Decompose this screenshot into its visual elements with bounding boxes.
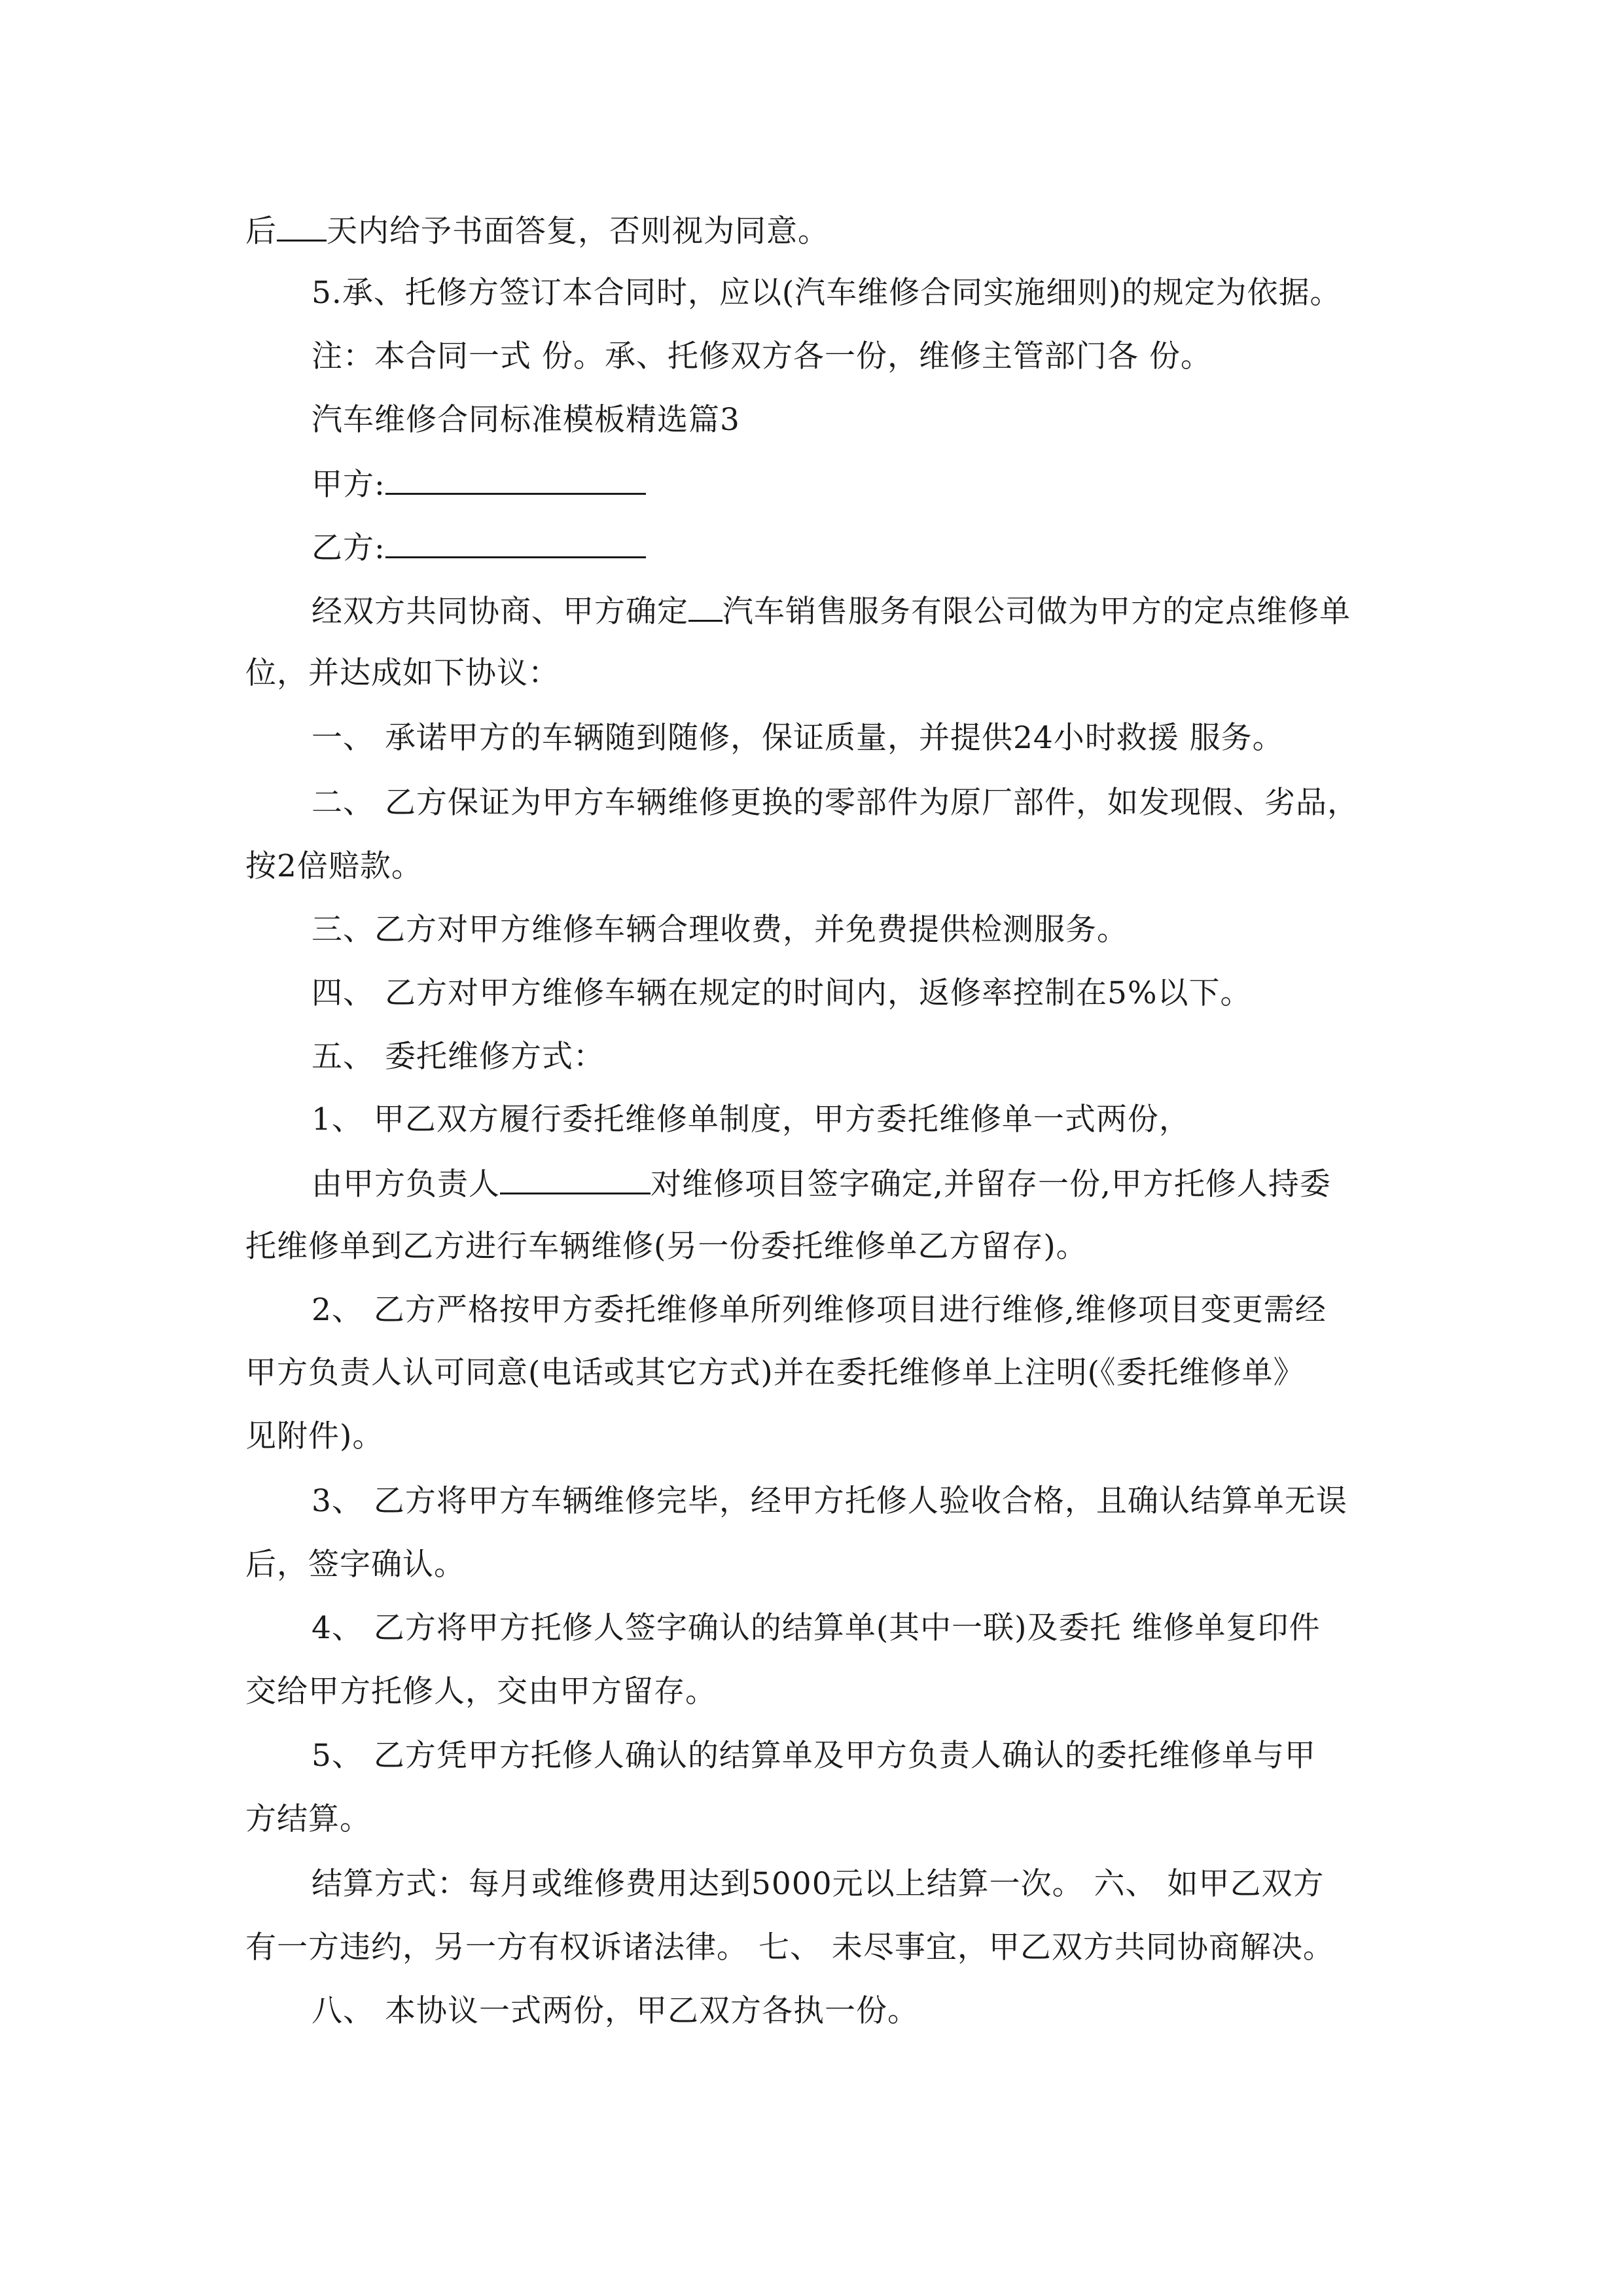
text-line: 甲方负责人认可同意(电话或其它方式)并在委托维修单上注明(《委托维修单》 <box>245 1355 1305 1391</box>
text-line: 四、 乙方对甲方维修车辆在规定的时间内，返修率控制在5%以下。 <box>312 975 1252 1011</box>
text-segment: 经双方共同协商、甲方确定 <box>312 594 688 630</box>
fill-in-blank <box>277 211 327 242</box>
text-line <box>312 1164 1331 1204</box>
text-line: 五、 委托维修方式： <box>312 1039 605 1075</box>
text-line: 位，并达成如下协议： <box>245 655 560 691</box>
party-a-label: 甲方: <box>312 467 385 503</box>
text-line: 见附件)。 <box>245 1418 384 1454</box>
text-line: 5、 乙方凭甲方托修人确认的结算单及甲方负责人确认的委托维修单与甲 <box>312 1738 1316 1774</box>
text-line: 按2倍赔款。 <box>245 848 423 884</box>
text-line: 2、 乙方严格按甲方委托维修单所列维修项目进行维修,维修项目变更需经 <box>312 1292 1327 1328</box>
text-line: 八、 本协议一式两份，甲乙双方各执一份。 <box>312 1993 919 2029</box>
text-line: 注：本合同一式 份。承、托修双方各一份，维修主管部门各 份。 <box>312 338 1212 374</box>
text-line: 结算方式：每月或维修费用达到5000元以上结算一次。 六、 如甲乙双方 <box>312 1866 1325 1902</box>
party-b-label: 乙方: <box>312 530 385 566</box>
text-line: 二、 乙方保证为甲方车辆维修更换的零部件为原厂部件，如发现假、劣品， <box>312 785 1359 821</box>
text-line: 3、 乙方将甲方车辆维修完毕，经甲方托修人验收合格，且确认结算单无误 <box>312 1483 1347 1519</box>
text-line: 三、乙方对甲方维修车辆合理收费，并免费提供检测服务。 <box>312 912 1128 948</box>
section-title: 汽车维修合同标准模板精选篇3 <box>312 402 740 438</box>
text-line: 方结算。 <box>245 1801 371 1837</box>
text-line: 交给甲方托修人，交由甲方留存。 <box>245 1674 717 1710</box>
fill-in-blank <box>500 1164 651 1194</box>
text-segment: 对维修项目签字确定,并留存一份,甲方托修人持委 <box>651 1166 1331 1202</box>
text-line: 1、 甲乙双方履行委托维修单制度，甲方委托维修单一式两份， <box>312 1102 1190 1138</box>
text-line: 托维修单到乙方进行车辆维修(另一份委托维修单乙方留存)。 <box>245 1229 1088 1265</box>
fill-in-blank <box>688 591 722 622</box>
party-b-blank <box>385 528 646 558</box>
text-segment: 天内给予书面答复，否则视为同意。 <box>327 213 829 249</box>
text-line <box>312 591 1351 632</box>
text-line <box>245 211 829 251</box>
party-a-blank <box>385 464 646 495</box>
text-line: 4、 乙方将甲方托修人签字确认的结算单(其中一联)及委托 维修单复印件 <box>312 1610 1321 1646</box>
text-line: 有一方违约，另一方有权诉诸法律。 七、 未尽事宜，甲乙双方共同协商解决。 <box>245 1929 1334 1965</box>
text-line <box>312 464 646 505</box>
text-line: 后，签字确认。 <box>245 1547 465 1583</box>
text-segment: 由甲方负责人 <box>312 1166 500 1202</box>
text-line <box>312 528 646 568</box>
text-segment: 后 <box>245 213 277 249</box>
text-line: 5.承、托修方签订本合同时，应以(汽车维修合同实施细则)的规定为依据。 <box>312 275 1342 311</box>
text-line: 一、 承诺甲方的车辆随到随修，保证质量，并提供24小时救援 服务。 <box>312 720 1284 756</box>
text-segment: 汽车销售服务有限公司做为甲方的定点维修单 <box>722 594 1351 630</box>
